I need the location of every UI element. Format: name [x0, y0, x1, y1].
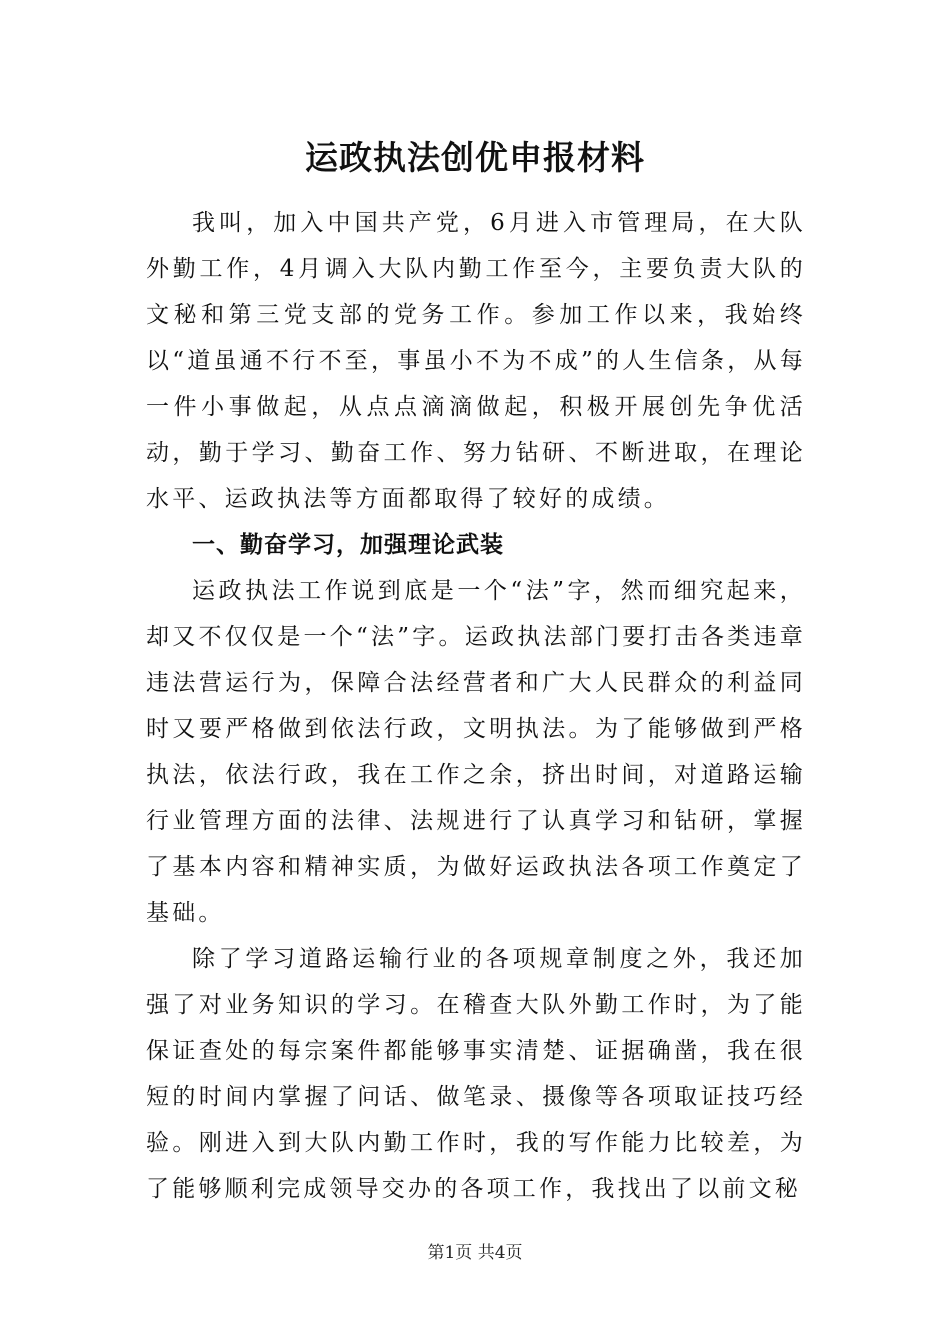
section-heading: 一、勤奋学习，加强理论武装	[192, 531, 504, 558]
section-paragraph: 除了学习道路运输行业的各项规章制度之外，我还加强了对业务知识的学习。在稽查大队外勤工作时，为了能保证查处的每宗案件都能够事实清楚、证据确凿，我在很短的时间内掌握了问话、做笔录、摄像等各项取证技巧经验。刚进入到大队内勤工作时，我的写作能力比较差，为了能够顺利完成领导交办的各项工作，我找出了以前文秘	[146, 946, 806, 1202]
intro-paragraph: 我叫，加入中国共产党，6月进入市管理局，在大队外勤工作，4月调入大队内勤工作至今，主要负责大队的文秘和第三党支部的党务工作。参加工作以来，我始终以“道虽通不行不至，事虽小不为不成”的人生信条，从每一件小事做起，从点点滴滴做起，积极开展创先争优活动，勤于学习、勤奋工作、努力钻研、不断进取，在理论水平、运政执法等方面都取得了较好的成绩。	[146, 210, 806, 512]
document-body	[146, 200, 806, 1212]
page-number-footer: 第1页 共4页	[427, 1243, 523, 1263]
document-title: 运政执法创优申报材料	[305, 138, 645, 177]
section-paragraph: 运政执法工作说到底是一个“法”字，然而细究起来，却又不仅仅是一个“法”字。运政执法部门要打击各类违章违法营运行为，保障合法经营者和广大人民群众的利益同时又要严格做到依法行政，文明执法。为了能够做到严格执法，依法行政，我在工作之余，挤出时间，对道路运输行业管理方面的法律、法规进行了认真学习和钻研，掌握了基本内容和精神实质，为做好运政执法各项工作奠定了基础。	[146, 578, 806, 926]
